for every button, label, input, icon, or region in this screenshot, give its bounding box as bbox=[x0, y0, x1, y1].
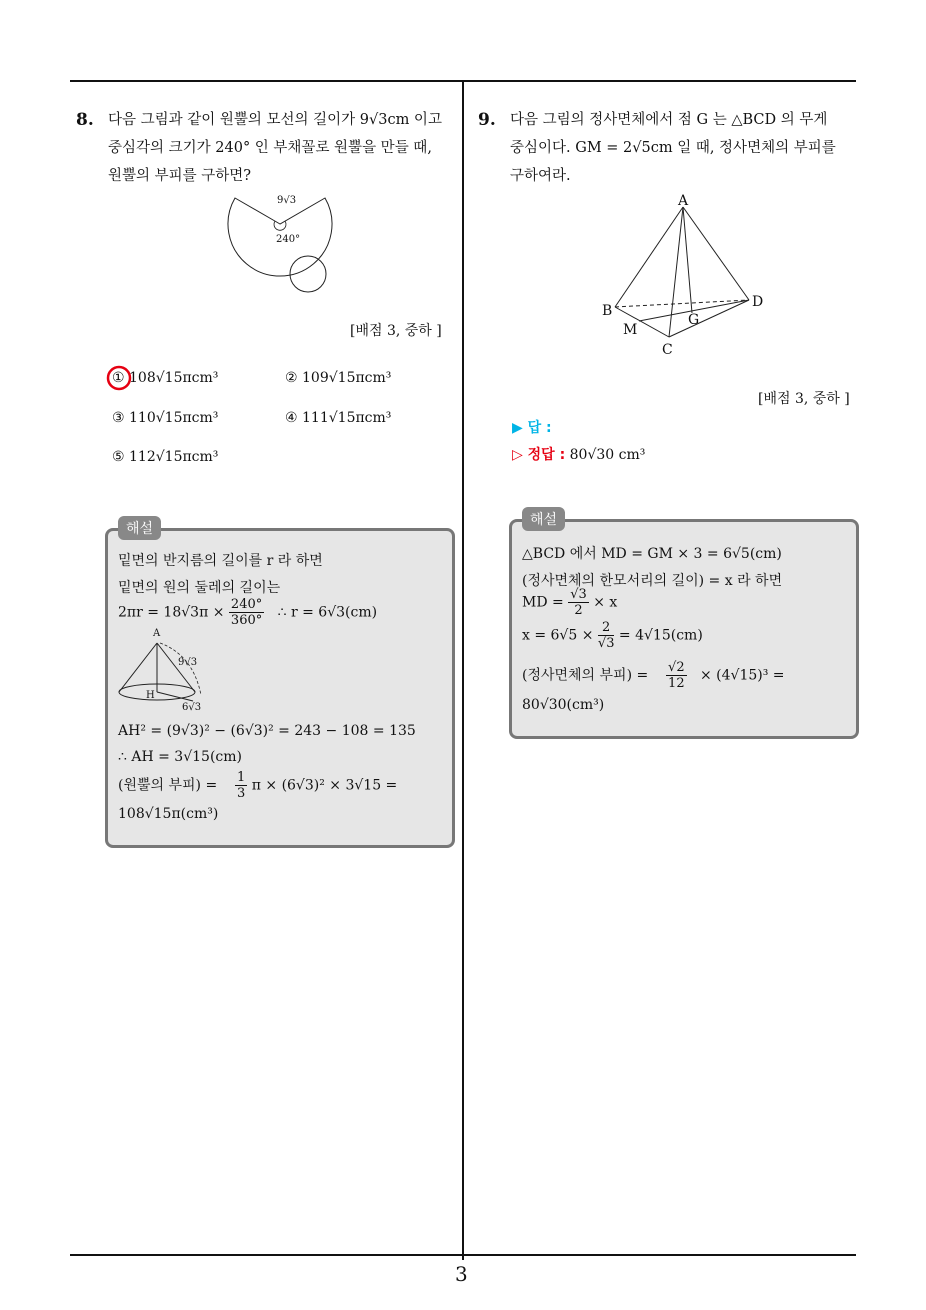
q8-cone-slant-label: 9√3 bbox=[178, 657, 198, 668]
q8-text-line1: 다음 그림과 같이 원뿔의 모선의 길이가 9√3cm 이고 bbox=[108, 112, 442, 128]
q9-score: [배점 3, 중하 ] bbox=[758, 391, 850, 407]
q8-text-line3: 원뿔의 부피를 구하면? bbox=[108, 168, 252, 184]
column-divider bbox=[462, 82, 464, 1260]
bottom-rule bbox=[70, 1254, 856, 1256]
q9-label-a: A bbox=[678, 193, 689, 209]
q8-choice-2[interactable]: ② 109√15πcm³ bbox=[285, 370, 392, 386]
q9-solution-tab: 해설 bbox=[522, 507, 565, 531]
q8-choice-1[interactable]: ① 108√15πcm³ bbox=[112, 370, 219, 386]
q8-score: [배점 3, 중하 ] bbox=[350, 323, 442, 339]
q8-choice-3[interactable]: ③ 110√15πcm³ bbox=[112, 410, 219, 426]
q8-cone-radius-label: 6√3 bbox=[182, 702, 202, 713]
q8-sol-line7: 108√15π(cm³) bbox=[118, 806, 219, 822]
q9-label-b: B bbox=[602, 303, 613, 319]
q8-sol-line3: 2πr = 18√3π × $\frac{240^\circ}{360^\circ}$ ∴ r = 6√3(cm) bbox=[118, 597, 378, 628]
q9-label-g: G bbox=[688, 312, 700, 328]
q9-correct-answer: ▷ 정답 : 80√30 cm³ bbox=[512, 447, 646, 463]
q9-number: 9. bbox=[478, 110, 496, 130]
q8-sol-line4: AH² = (9√3)² − (6√3)² = 243 − 108 = 135 bbox=[118, 723, 416, 739]
q8-sol-line6: (원뿔의 부피) = $\frac{1}{3}$ π × (6√3)² × 3√15 = bbox=[118, 770, 398, 801]
q8-cone-h-label: H bbox=[146, 690, 155, 701]
q8-sol-line5: ∴ AH = 3√15(cm) bbox=[118, 749, 242, 765]
q8-choice-4[interactable]: ④ 111√15πcm³ bbox=[285, 410, 392, 426]
q9-text-line1: 다음 그림의 정사면체에서 점 G 는 △BCD 의 무게 bbox=[510, 112, 828, 128]
q9-answer-label: ▶ 답 : bbox=[512, 420, 552, 436]
q9-sol-line1: △BCD 에서 MD = GM × 3 = 6√5(cm) bbox=[522, 546, 782, 562]
q8-figure-slant-label: 9√3 bbox=[277, 195, 297, 206]
q9-text-line3: 구하여라. bbox=[510, 168, 571, 184]
q9-sol-line5: (정사면체의 부피) = $\frac{√2}{12}$ × (4√15)³ = bbox=[522, 660, 785, 691]
q8-number: 8. bbox=[76, 110, 94, 130]
q9-label-c: C bbox=[662, 342, 673, 358]
q8-sector-figure bbox=[225, 190, 335, 300]
q8-sol-line2: 밑면의 원의 둘레의 길이는 bbox=[118, 580, 281, 596]
q9-sol-line2: (정사면체의 한모서리의 길이) = x 라 하면 bbox=[522, 573, 783, 589]
q9-text-line2: 중심이다. GM = 2√5cm 일 때, 정사면체의 부피를 bbox=[510, 140, 836, 156]
q9-tetrahedron-figure bbox=[595, 195, 765, 355]
q9-sol-line3: MD = $\frac{√3}{2}$ × x bbox=[522, 587, 618, 618]
q8-figure-angle-label: 240° bbox=[276, 234, 301, 245]
q9-label-d: D bbox=[752, 294, 764, 310]
q9-label-m: M bbox=[623, 322, 638, 338]
q9-sol-line6: 80√30(cm³) bbox=[522, 697, 605, 713]
q8-choice-5[interactable]: ⑤ 112√15πcm³ bbox=[112, 449, 219, 465]
q8-text-line2: 중심각의 크기가 240° 인 부채꼴로 원뿔을 만들 때, bbox=[108, 140, 432, 156]
q8-cone-apex-label: A bbox=[153, 628, 161, 639]
q8-solution-tab: 해설 bbox=[118, 516, 161, 540]
q9-sol-line4: x = 6√5 × $\frac{2}{√3}$ = 4√15(cm) bbox=[522, 620, 703, 651]
q8-sol-line1: 밑면의 반지름의 길이를 r 라 하면 bbox=[118, 553, 323, 569]
page-number: 3 bbox=[455, 1262, 468, 1286]
